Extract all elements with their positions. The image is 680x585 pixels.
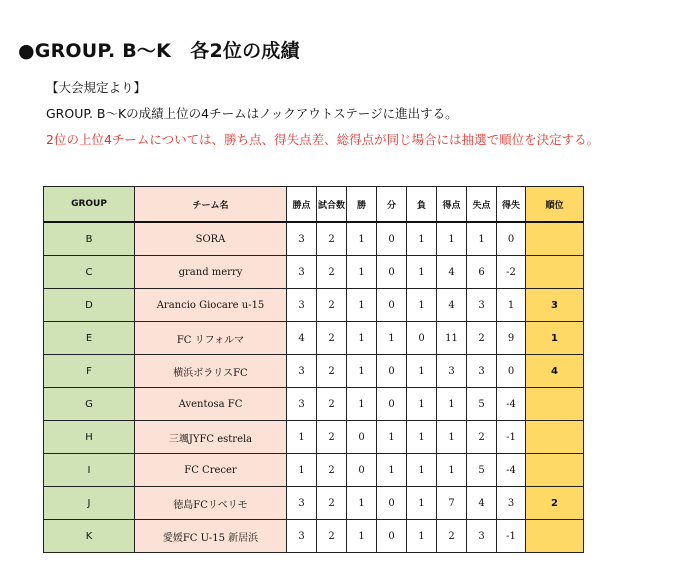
rank-cell [526,520,584,553]
group-cell: K [44,520,135,553]
goals-for-cell: 1 [437,222,467,256]
goal-diff-cell: -4 [497,454,526,487]
table-row [44,388,584,421]
group-cell: H [44,421,135,454]
team-name-cell: FC Crecer [135,454,287,487]
points-cell: 3 [287,289,317,322]
goals-against-cell: 6 [467,256,497,289]
draws-cell: 1 [377,454,407,487]
goals-for-cell: 4 [437,256,467,289]
rank-cell [526,222,584,256]
team-name-cell: Arancio Giocare u-15 [135,289,287,322]
played-cell: 2 [317,355,347,388]
goal-diff-cell: 9 [497,322,526,355]
points-cell: 3 [287,520,317,553]
rank-cell [526,421,584,454]
draws-cell: 0 [377,388,407,421]
header-wins: 勝 [347,187,377,223]
table-row [44,454,584,487]
played-cell: 2 [317,322,347,355]
group-cell: J [44,487,135,520]
wins-cell: 1 [347,388,377,421]
goals-for-cell: 1 [437,388,467,421]
draws-cell: 1 [377,322,407,355]
losses-cell: 1 [407,454,437,487]
losses-cell: 1 [407,355,437,388]
header-draws: 分 [377,187,407,223]
wins-cell: 1 [347,355,377,388]
losses-cell: 1 [407,289,437,322]
played-cell: 2 [317,487,347,520]
header-goal-diff: 得失 [497,187,526,223]
goal-diff-cell: -2 [497,256,526,289]
played-cell: 2 [317,421,347,454]
header-goals-for: 得点 [437,187,467,223]
losses-cell: 1 [407,421,437,454]
draws-cell: 0 [377,355,407,388]
wins-cell: 1 [347,289,377,322]
goal-diff-cell: -1 [497,421,526,454]
losses-cell: 0 [407,322,437,355]
played-cell: 2 [317,256,347,289]
header-losses: 負 [407,187,437,223]
team-name-cell: 愛媛FC U-15 新居浜 [135,520,287,553]
losses-cell: 1 [407,222,437,256]
wins-cell: 1 [347,487,377,520]
team-name-cell: FC リフォルマ [135,322,287,355]
rank-cell: 4 [526,355,584,388]
losses-cell: 1 [407,520,437,553]
draws-cell: 0 [377,256,407,289]
points-cell: 3 [287,487,317,520]
rank-cell [526,256,584,289]
played-cell: 2 [317,222,347,256]
table-body [44,222,584,553]
points-cell: 3 [287,256,317,289]
table-row [44,289,584,322]
rule-note: 2位の上位4チームについては、勝ち点、得失点差、総得点が同じ場合には抽選で順位を決定する。 [46,132,600,147]
team-name-cell: grand merry [135,256,287,289]
losses-cell: 1 [407,487,437,520]
points-cell: 4 [287,322,317,355]
wins-cell: 1 [347,520,377,553]
wins-cell: 1 [347,322,377,355]
rank-cell: 2 [526,487,584,520]
wins-cell: 1 [347,222,377,256]
goal-diff-cell: 0 [497,222,526,256]
header-team: チーム名 [135,187,287,223]
points-cell: 3 [287,355,317,388]
points-cell: 1 [287,421,317,454]
table-row [44,222,584,256]
team-name-cell: Aventosa FC [135,388,287,421]
rank-cell: 1 [526,322,584,355]
group-cell: E [44,322,135,355]
table-row [44,355,584,388]
draws-cell: 0 [377,289,407,322]
table-row [44,421,584,454]
header-group: GROUP [44,187,135,223]
group-cell: G [44,388,135,421]
team-name-cell: 横浜ボラリスFC [135,355,287,388]
goals-against-cell: 4 [467,487,497,520]
rank-cell [526,454,584,487]
goals-for-cell: 2 [437,520,467,553]
goals-for-cell: 4 [437,289,467,322]
goals-against-cell: 2 [467,421,497,454]
played-cell: 2 [317,454,347,487]
table-row [44,487,584,520]
table-row [44,520,584,553]
page-title: ●GROUP. B～K 各2位の成績 [18,40,300,62]
goals-against-cell: 3 [467,289,497,322]
wins-cell: 0 [347,454,377,487]
draws-cell: 1 [377,421,407,454]
goals-against-cell: 5 [467,454,497,487]
goals-against-cell: 3 [467,355,497,388]
rank-cell: 3 [526,289,584,322]
team-name-cell: 三颯JYFC estrela [135,421,287,454]
header-goals-against: 失点 [467,187,497,223]
draws-cell: 0 [377,520,407,553]
wins-cell: 1 [347,256,377,289]
rule-label: 【大会規定より】 [46,80,147,95]
points-cell: 3 [287,388,317,421]
losses-cell: 1 [407,256,437,289]
played-cell: 2 [317,289,347,322]
goals-for-cell: 7 [437,487,467,520]
header-played: 試合数 [317,187,347,223]
goals-against-cell: 5 [467,388,497,421]
group-cell: B [44,222,135,256]
standings-table [43,186,584,553]
goal-diff-cell: 3 [497,487,526,520]
header-points: 勝点 [287,187,317,223]
goals-against-cell: 1 [467,222,497,256]
header-rank: 順位 [526,187,584,223]
points-cell: 1 [287,454,317,487]
played-cell: 2 [317,520,347,553]
goals-against-cell: 3 [467,520,497,553]
goals-for-cell: 1 [437,421,467,454]
points-cell: 3 [287,222,317,256]
goals-for-cell: 3 [437,355,467,388]
group-cell: C [44,256,135,289]
group-cell: I [44,454,135,487]
losses-cell: 1 [407,388,437,421]
draws-cell: 0 [377,222,407,256]
goal-diff-cell: 0 [497,355,526,388]
goals-against-cell: 2 [467,322,497,355]
team-name-cell: SORA [135,222,287,256]
table-row [44,256,584,289]
goal-diff-cell: 1 [497,289,526,322]
rule-text: GROUP. B～Kの成績上位の4チームはノックアウトステージに進出する。 [46,106,458,121]
team-name-cell: 徳島FCリベリモ [135,487,287,520]
wins-cell: 0 [347,421,377,454]
table-row [44,322,584,355]
rank-cell [526,388,584,421]
group-cell: D [44,289,135,322]
goals-for-cell: 11 [437,322,467,355]
group-cell: F [44,355,135,388]
draws-cell: 0 [377,487,407,520]
goal-diff-cell: -4 [497,388,526,421]
table-header-row [44,187,584,223]
goal-diff-cell: -1 [497,520,526,553]
goals-for-cell: 1 [437,454,467,487]
played-cell: 2 [317,388,347,421]
